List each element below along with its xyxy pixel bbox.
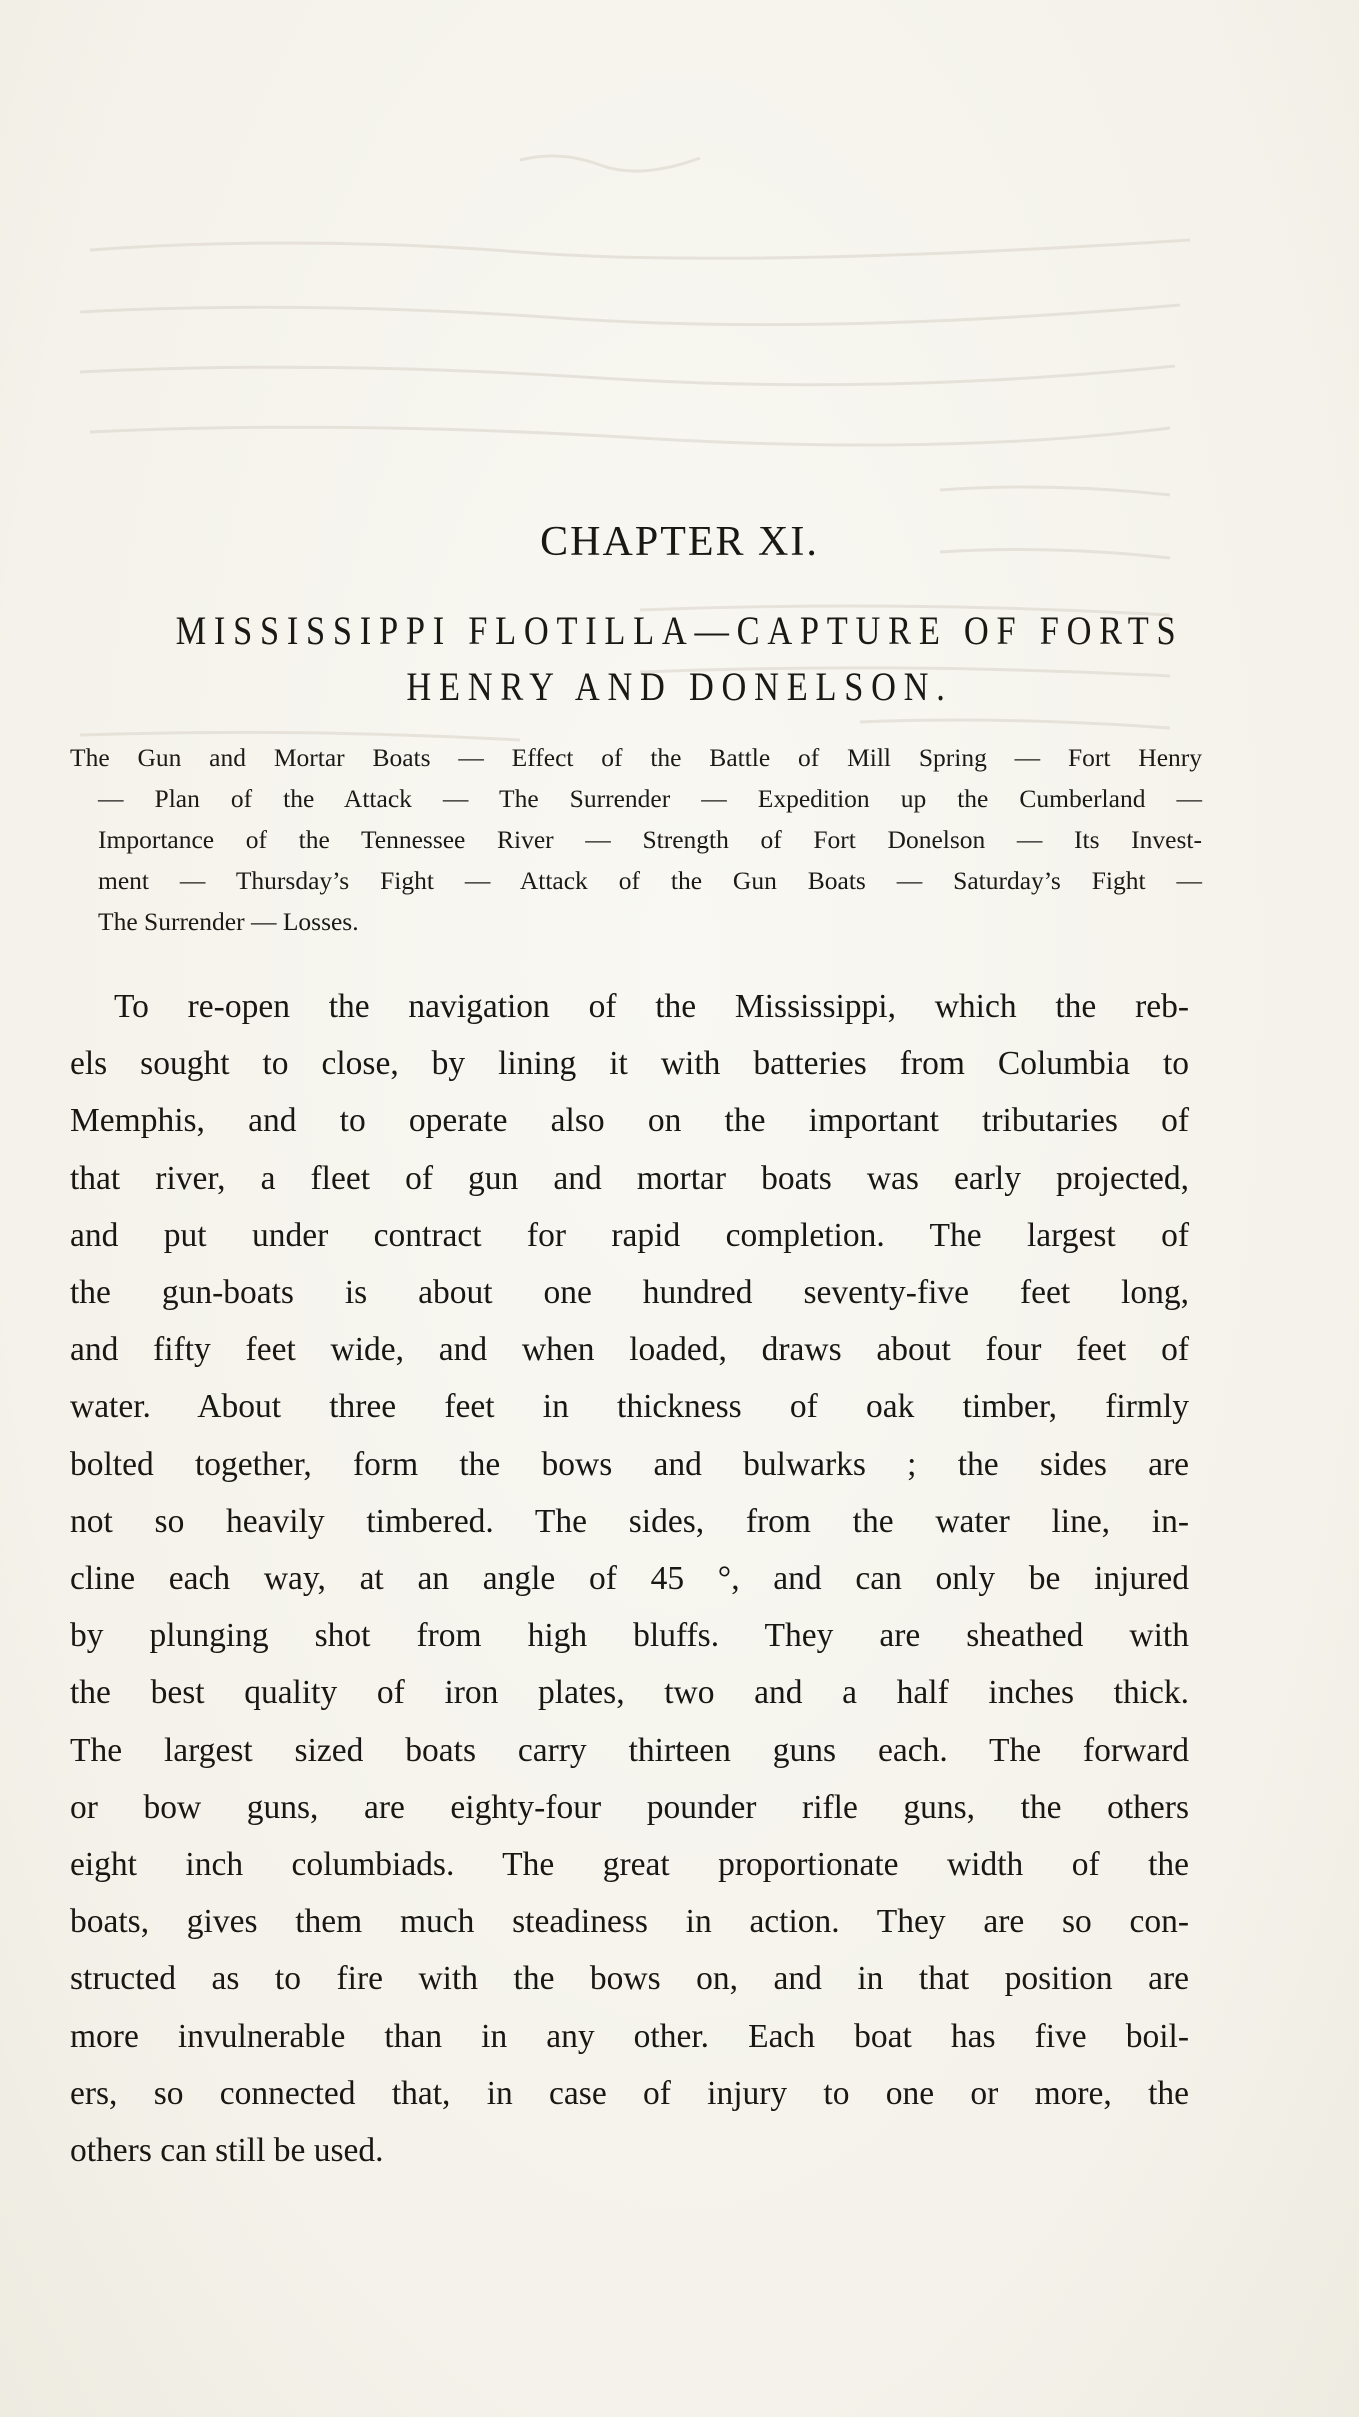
body-line: or bow guns, are eighty-four pounder rifle guns, the others	[70, 1788, 1189, 1826]
body-paragraph	[70, 978, 1189, 2179]
body-line: eight inch columbiads. The great proportionate width of the	[70, 1846, 1189, 1884]
synopsis-line: — Plan of the Attack — The Surrender — Expedition up the Cumberland —	[98, 784, 1202, 813]
body-line: cline each way, at an angle of 45 °, and can only be injured	[70, 1560, 1189, 1598]
body-line: not so heavily timbered. The sides, from the water line, in-	[70, 1502, 1189, 1540]
body-line: others can still be used.	[70, 2132, 384, 2170]
chapter-synopsis	[70, 737, 1202, 942]
body-line: boats, gives them much steadiness in action. They are so con-	[70, 1903, 1189, 1941]
body-line: that river, a fleet of gun and mortar boats was early projected,	[70, 1159, 1189, 1197]
chapter-heading	[147, 603, 1213, 715]
body-line: ers, so connected that, in case of injury to one or more, the	[70, 2074, 1189, 2112]
body-line: by plunging shot from high bluffs. They are sheathed with	[70, 1617, 1189, 1655]
body-line: more invulnerable than in any other. Each boat has five boil-	[70, 2017, 1189, 2055]
body-line: els sought to close, by lining it with batteries from Columbia to	[70, 1045, 1189, 1083]
body-line: the best quality of iron plates, two and a half inches thick.	[70, 1674, 1189, 1712]
body-line: structed as to fire with the bows on, and in that position are	[70, 1960, 1189, 1998]
synopsis-line: The Gun and Mortar Boats — Effect of the Battle of Mill Spring — Fort Henry	[70, 743, 1202, 772]
chapter-heading-line: HENRY AND DONELSON.	[406, 664, 953, 709]
body-line: bolted together, form the bows and bulwarks ; the sides are	[70, 1445, 1189, 1483]
synopsis-line: The Surrender — Losses.	[98, 907, 359, 936]
body-line: To re-open the navigation of the Mississippi, which the reb-	[114, 988, 1189, 1025]
body-line: Memphis, and to operate also on the important tributaries of	[70, 1102, 1189, 1140]
body-line: and fifty feet wide, and when loaded, draws about four feet of	[70, 1331, 1189, 1369]
chapter-heading-line: MISSISSIPPI FLOTILLA—CAPTURE OF FORTS	[175, 608, 1184, 653]
body-line: water. About three feet in thickness of oak timber, firmly	[70, 1388, 1189, 1426]
synopsis-line: ment — Thursday’s Fight — Attack of the Gun Boats — Saturday’s Fight —	[98, 866, 1202, 895]
body-line: The largest sized boats carry thirteen guns each. The forward	[70, 1731, 1189, 1769]
synopsis-line: Importance of the Tennessee River — Strength of Fort Donelson — Its Invest-	[98, 825, 1202, 854]
body-line: and put under contract for rapid completion. The largest of	[70, 1216, 1189, 1254]
body-line: the gun-boats is about one hundred seventy-five feet long,	[70, 1274, 1189, 1312]
chapter-number: CHAPTER XI.	[540, 519, 819, 565]
